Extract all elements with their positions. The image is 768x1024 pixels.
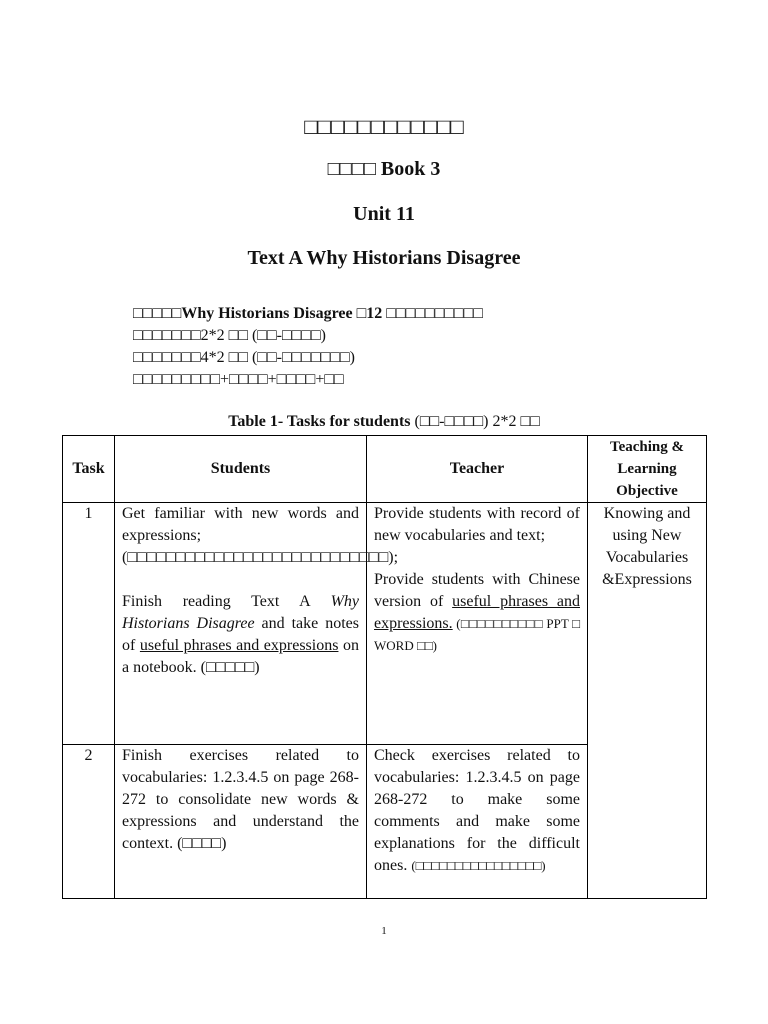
teacher-cell: Provide students with record of new vocabularies and text; Provide students with Chinese version of useful phrases and expressions. (□□□□□□□□□□ PPT □ WORD □□) [367, 503, 588, 745]
task-number: 2 [63, 745, 115, 899]
intro-line-3: □□□□□□□4*2 □□ (□□-□□□□□□□) [133, 349, 355, 366]
page-number: 1 [381, 925, 387, 937]
header-task: Task [63, 436, 115, 503]
intro-block [133, 303, 693, 391]
students-cell: Finish exercises related to vocabularies: 1.2.3.4.5 on page 268-272 to consolidate new words & expressions and understand the context. (□□□□) [115, 745, 367, 899]
unit-title: Unit 11 [353, 203, 415, 225]
header-teacher: Teacher [367, 436, 588, 503]
table-caption: Table 1- Tasks for students (□□-□□□□) 2*2 □□ [228, 413, 540, 430]
intro-line-1: □□□□□Why Historians Disagree □12 □□□□□□□□□□ [133, 305, 483, 322]
task-number: 1 [63, 503, 115, 745]
header-objective: Teaching & Learning Objective [588, 436, 707, 503]
document-title: □□□□□□□□□□□□ [304, 114, 464, 139]
students-cell: Get familiar with new words and expressions; (□□□□□□□□□□□□□□□□□□□□□□□□□□□); Finish reading Text A Why Historians Disagree and take notes of useful phrases and expressions on a notebook. (□□□□□) [115, 503, 367, 745]
book-title: □□□□ Book 3 [327, 158, 441, 180]
intro-line-4: □□□□□□□□□+□□□□+□□□□+□□ [133, 371, 344, 388]
tasks-table [62, 435, 707, 899]
objective-cell: Knowing and using New Vocabularies &Expressions [588, 503, 707, 899]
header-students: Students [115, 436, 367, 503]
table-row [63, 503, 707, 745]
intro-line-2: □□□□□□□2*2 □□ (□□-□□□□) [133, 327, 326, 344]
text-title: Text A Why Historians Disagree [247, 247, 521, 269]
teacher-cell: Check exercises related to vocabularies: 1.2.3.4.5 on page 268-272 to make some comments and make some explanations for the difficult ones. (□□□□□□□□□□□□□□□□) [367, 745, 588, 899]
table-header-row [63, 436, 707, 503]
